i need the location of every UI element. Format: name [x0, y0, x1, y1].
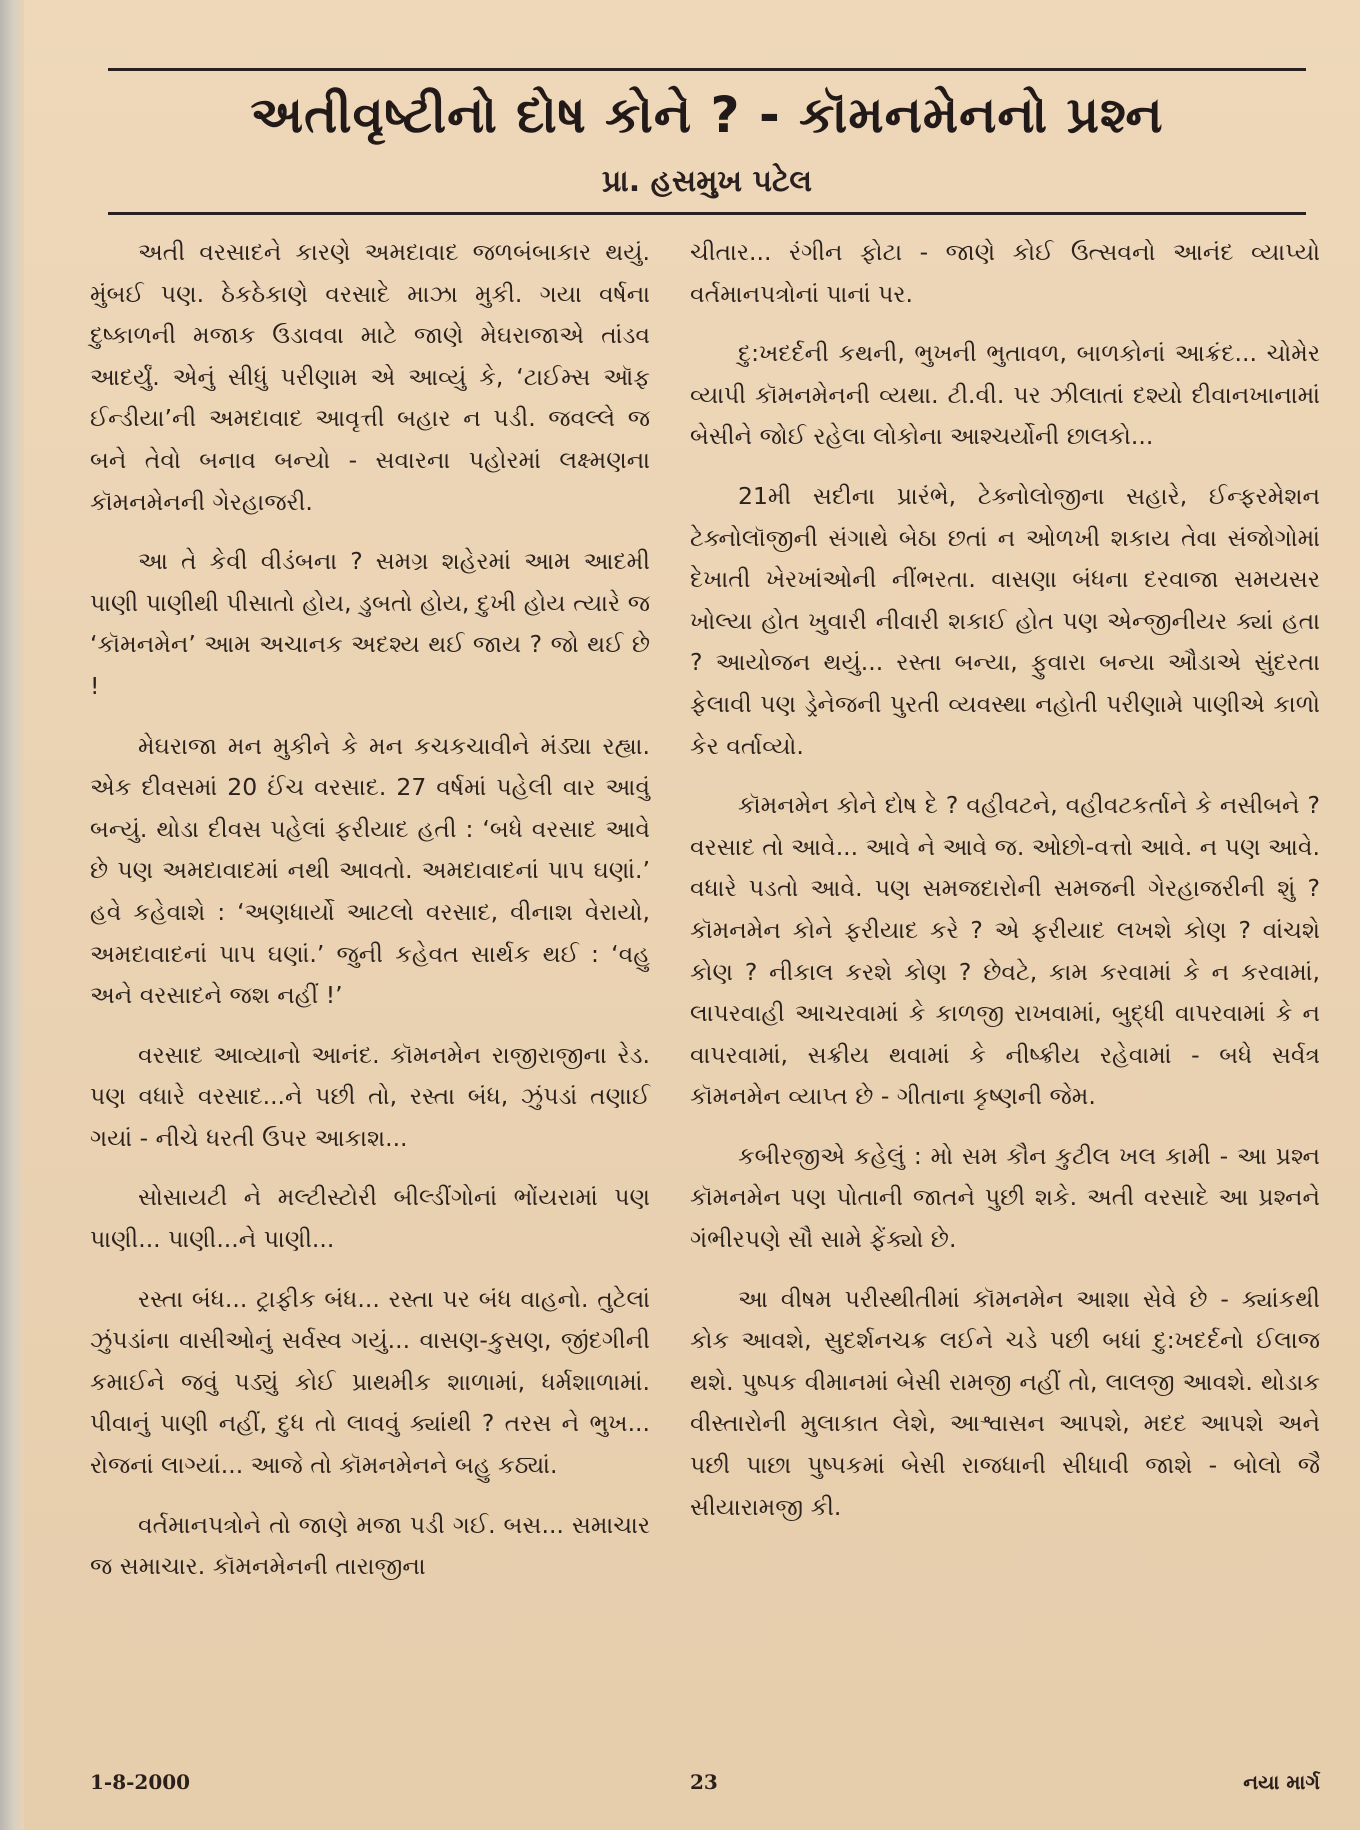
paragraph: દુ:ખદર્દની કથની, ભુખની ભુતાવળ, બાળકોનાં આક્રંદ... ચોમેર વ્યાપી કૉમનમેનની વ્યથા. ટી.વી. પર ઝીલાતાં દશ્યો દીવાનખાનામાં બેસીને જોઈ રહેલા લોકોના આશ્ચર્યોની છાલકો...	[690, 339, 1320, 451]
paragraph: રસ્તા બંધ... ટ્રાફીક બંધ... રસ્તા પર બંધ વાહનો. તુટેલાં ઝુંપડાંના વાસીઓનું સર્વસ્વ ગયું... વાસણ-કુસણ, જીંદગીની કમાઈને જવું પડ્યું કોઈ પ્રાથમીક શાળામાં, ધર્મશાળામાં. પીવાનું પાણી નહીં, દુધ તો લાવવું ક્યાંથી ? તરસ ને ભુખ... રોજનાં લાગ્યાં... આજે તો કૉમનમેનને બહુ કઠ્યાં.	[90, 1284, 650, 1480]
paragraph: કૉમનમેન કોને દોષ દે ? વહીવટને, વહીવટકર્તાને કે નસીબને ? વરસાદ તો આવે... આવે ને આવે જ. ઓછો-વત્તો આવે. ન પણ આવે. વધારે પડતો આવે. પણ સમજદારોની સમજની ગેરહાજરીની શું ? કૉમનમેન કોને ફરીયાદ કરે ? એ ફરીયાદ લખશે કોણ ? વાંચશે કોણ ? નીકાલ કરશે કોણ ? છેવટે, કામ કરવામાં કે ન કરવામાં, લાપરવાહી આચરવામાં કે કાળજી રાખવામાં, બુદ્ધી વાપરવામાં કે ન વાપરવામાં, સક્રીય થવામાં કે નીષ્ક્રીય રહેવામાં - બધે સર્વત્ર કૉમનમેન વ્યાપ્ત છે - ગીતાના કૃષ્ણની જેમ.	[690, 791, 1320, 1111]
paragraph: કબીરજીએ કહેલું : મો સમ કૌન કુટીલ ખલ કામી - આ પ્રશ્ન કૉમનમેન પણ પોતાની જાતને પુછી શકે. અતી વરસાદે આ પ્રશ્નને ગંભીરપણે સૌ સામે ફેંક્યો છે.	[690, 1141, 1320, 1254]
page-footer	[90, 1770, 1320, 1800]
paragraph: અતી વરસાદને કારણે અમદાવાદ જળબંબાકાર થયું. મુંબઈ પણ. ઠેકઠેકાણે વરસાદે માઝા મુકી. ગયા વર્ષના દુષ્કાળની મજાક ઉડાવવા માટે જાણે મેઘરાજાએ તાંડવ આદર્યું. એનું સીધું પરીણામ એ આવ્યું કે, ‘ટાઈમ્સ ઑફ ઈન્ડીયા’ની અમદાવાદ આવૃત્તી બહાર ન પડી. જવલ્લે જ બને તેવો બનાવ બન્યો - સવારના પહોરમાં લક્ષ્મણના કૉમનમેનની ગેરહાજરી.	[90, 238, 650, 516]
paragraph-continued: ચીતાર... રંગીન ફોટા - જાણે કોઈ ઉત્સવનો આનંદ વ્યાપ્યો વર્તમાનપત્રોનાં પાનાં પર.	[690, 238, 1320, 308]
paragraph: આ વીષમ પરીસ્થીતીમાં કૉમનમેન આશા સેવે છે - ક્યાંકથી કોક આવશે, સુદર્શનચક્ર લઈને ચડે પછી બધાં દુ:ખદર્દનો ઈલાજ થશે. પુષ્પક વીમાનમાં બેસી રામજી નહીં તો, લાલજી આવશે. થોડાક વીસ્તારોની મુલાકાત લેશે, આશ્વાસન આપશે, મદદ આપશે અને પછી પાછા પુષ્પકમાં બેસી રાજધાની સીધાવી જાશે - બોલો જૈ સીયારામજી કી.	[690, 1284, 1320, 1521]
article-title: અતીવૃષ્ટીનો દોષ કોને ? - કૉમનમેનનો પ્રશ્ન	[250, 86, 1164, 144]
paragraph: સોસાયટી ને મલ્ટીસ્ટોરી બીલ્ડીંગોનાં ભોંયરામાં પણ પાણી... પાણી...ને પાણી...	[90, 1183, 650, 1254]
right-column	[690, 232, 1320, 1546]
left-column	[90, 232, 650, 1606]
issue-date: 1-8-2000	[90, 1770, 191, 1794]
paragraph: 21મી સદીના પ્રારંભે, ટેક્નોલોજીના સહારે, ઈન્ફરમેશન ટેક્નોલૉજીની સંગાથે બેઠા છતાં ન ઓળખી શકાય તેવા સંજોગોમાં દેખાતી ખેરખાંઓની નીંભરતા. વાસણા બંધના દરવાજા સમયસર ખોલ્યા હોત ખુવારી નીવારી શકાઈ હોત પણ એન્જીનીયર ક્યાં હતા ? આયોજન થયું... રસ્તા બન્યા, ફુવારા બન્યા ઔડાએ સુંદરતા ફેલાવી પણ ડ્રેનેજની પુરતી વ્યવસ્થા નહોતી પરીણામે પાણીએ કાળો કેર વર્તાવ્યો.	[690, 481, 1320, 760]
page-binding-edge	[0, 0, 24, 1830]
paragraph: મેઘરાજા મન મુકીને કે મન કચકચાવીને મંડ્યા રહ્યા. એક દીવસમાં 20 ઈંચ વરસાદ. 27 વર્ષમાં પહેલી વાર આવું બન્યું. થોડા દીવસ પહેલાં ફરીયાદ હતી : ‘બધે વરસાદ આવે છે પણ અમદાવાદમાં નથી આવતો. અમદાવાદનાં પાપ ઘણાં.’ હવે કહેવાશે : ‘અણધાર્યો આટલો વરસાદ, વીનાશ વેરાયો, અમદાવાદનાં પાપ ઘણાં.’ જુની કહેવત સાર્થક થઈ : ‘વહુ અને વરસાદને જશ નહીં !’	[90, 731, 650, 1010]
article-author: પ્રા. હસમુખ પટેલ	[601, 164, 813, 199]
magazine-name: નયા માર્ગ	[1243, 1770, 1320, 1794]
page-number: 23	[690, 1770, 718, 1794]
header-rule	[108, 212, 1306, 215]
paragraph: વરસાદ આવ્યાનો આનંદ. કૉમનમેન રાજીરાજીના રેડ. પણ વધારે વરસાદ...ને પછી તો, રસ્તા બંધ, ઝુંપડાં તણાઈ ગયાં - નીચે ધરતી ઉપર આકાશ...	[90, 1040, 650, 1152]
top-rule	[108, 68, 1306, 71]
paragraph: આ તે કેવી વીડંબના ? સમગ્ર શહેરમાં આમ આદમી પાણી પાણીથી પીસાતો હોય, ડુબતો હોય, દુખી હોય ત્યારે જ ‘કૉમનમેન’ આમ અચાનક અદશ્ય થઈ જાય ? જો થઈ છે !	[90, 547, 650, 700]
paragraph: વર્તમાનપત્રોને તો જાણે મજા પડી ગઈ. બસ... સમાચાર જ સમાચાર. કૉમનમેનની તારાજીના	[90, 1510, 650, 1581]
